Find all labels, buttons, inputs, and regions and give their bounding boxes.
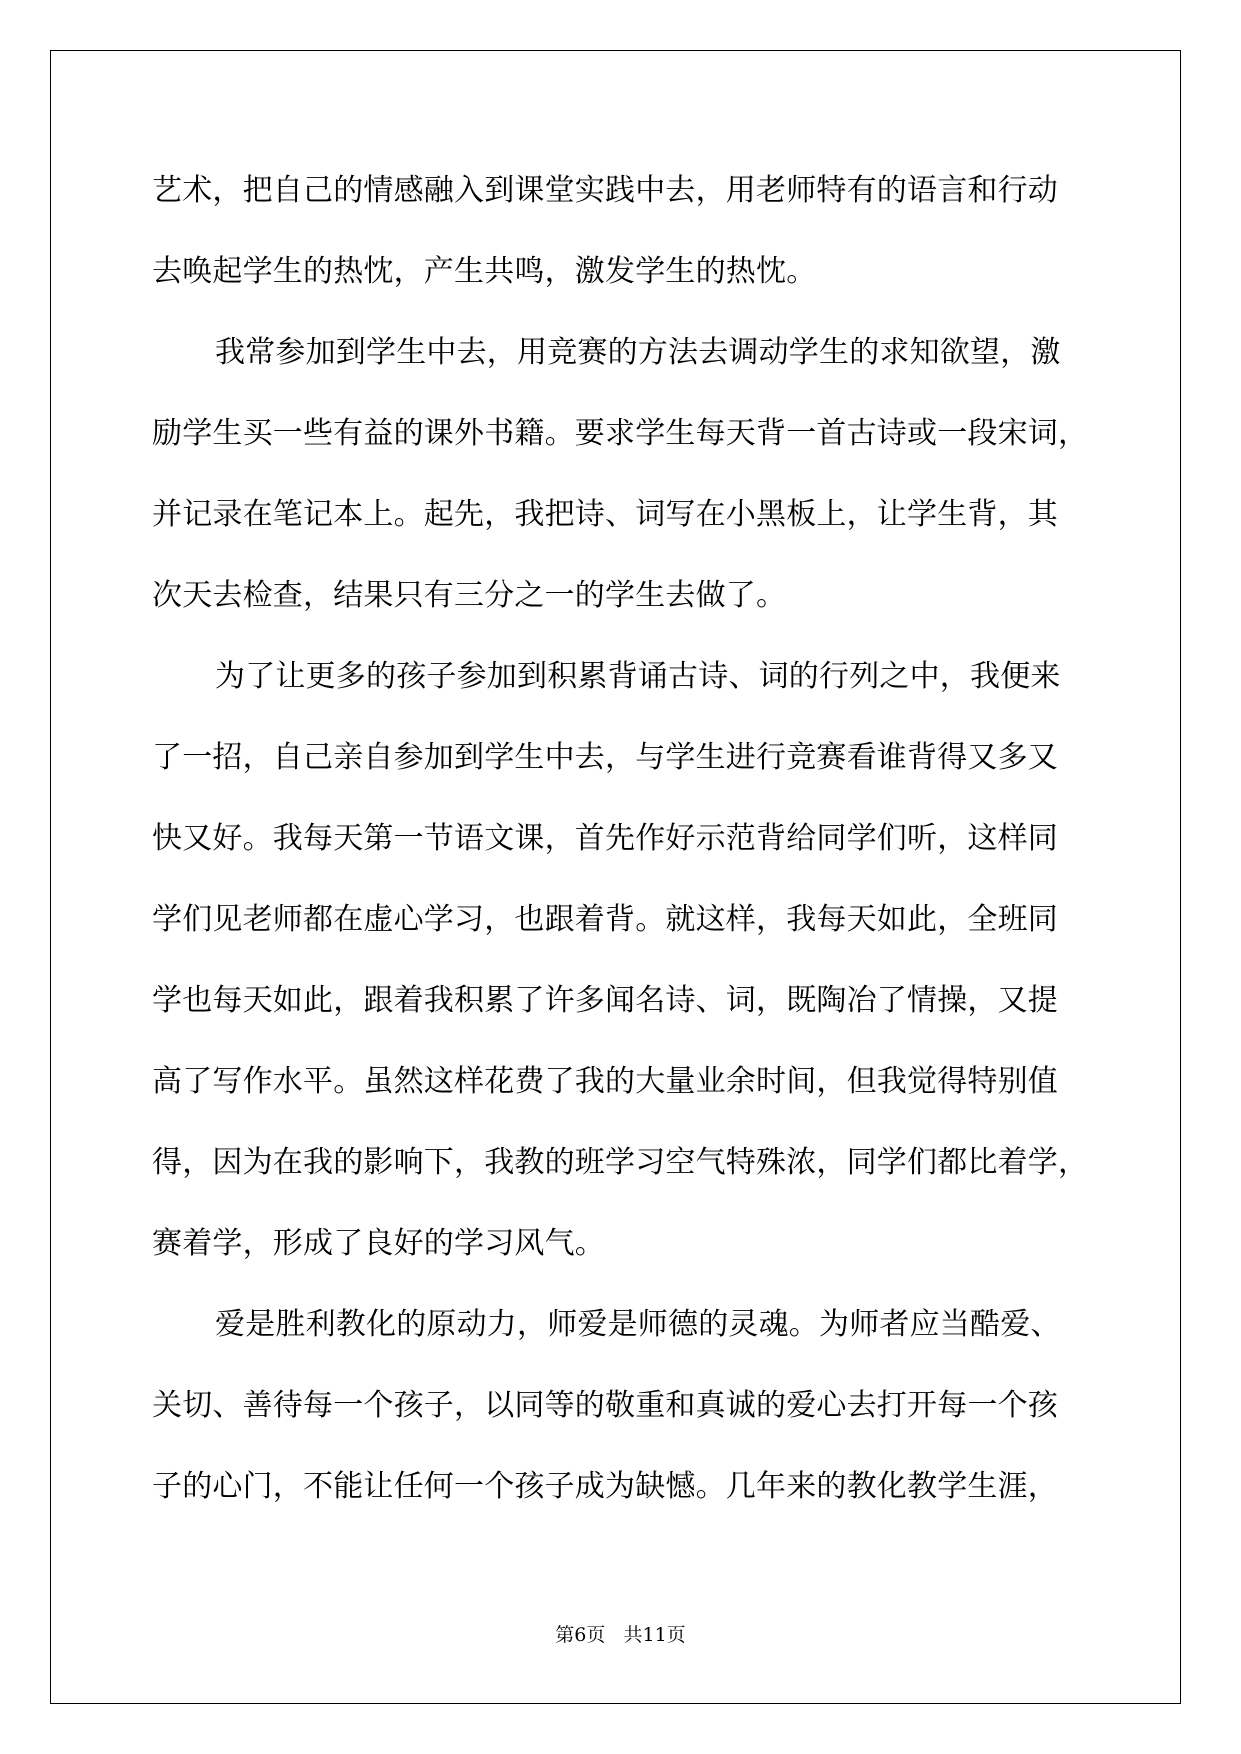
text-line: 赛着学，形成了良好的学习风气。 bbox=[152, 1226, 605, 1261]
text-line: 去唤起学生的热忱，产生共鸣，激发学生的热忱。 bbox=[152, 254, 817, 289]
text-line: 关切、善待每一个孩子，以同等的敬重和真诚的爱心去打开每一个孩 bbox=[152, 1388, 1058, 1423]
text-line: 我常参加到学生中去，用竞赛的方法去调动学生的求知欲望，激 bbox=[215, 335, 1061, 370]
text-line: 为了让更多的孩子参加到积累背诵古诗、词的行列之中，我便来 bbox=[215, 659, 1061, 694]
text-line: 了一招，自己亲自参加到学生中去，与学生进行竞赛看谁背得又多又 bbox=[152, 740, 1058, 775]
text-line: 励学生买一些有益的课外书籍。要求学生每天背一首古诗或一段宋词， bbox=[152, 416, 1089, 451]
text-line: 并记录在笔记本上。起先，我把诗、词写在小黑板上，让学生背，其 bbox=[152, 497, 1058, 532]
document-body bbox=[152, 150, 1092, 1527]
page-number-footer: 第6页 共11页 bbox=[555, 1624, 686, 1646]
text-line: 艺术，把自己的情感融入到课堂实践中去，用老师特有的语言和行动 bbox=[152, 173, 1058, 208]
text-line: 子的心门，不能让任何一个孩子成为缺憾。几年来的教化教学生涯， bbox=[152, 1469, 1058, 1504]
text-line: 爱是胜利教化的原动力，师爱是师德的灵魂。为师者应当酷爱、 bbox=[215, 1307, 1061, 1342]
text-line: 学也每天如此，跟着我积累了许多闻名诗、词，既陶冶了情操，又提 bbox=[152, 983, 1058, 1018]
text-line: 次天去检查，结果只有三分之一的学生去做了。 bbox=[152, 578, 787, 613]
text-line: 高了写作水平。虽然这样花费了我的大量业余时间，但我觉得特别值 bbox=[152, 1064, 1058, 1099]
text-line: 快又好。我每天第一节语文课，首先作好示范背给同学们听，这样同 bbox=[152, 821, 1058, 856]
text-line: 学们见老师都在虚心学习，也跟着背。就这样，我每天如此，全班同 bbox=[152, 902, 1058, 937]
text-line: 得，因为在我的影响下，我教的班学习空气特殊浓，同学们都比着学， bbox=[152, 1145, 1089, 1180]
